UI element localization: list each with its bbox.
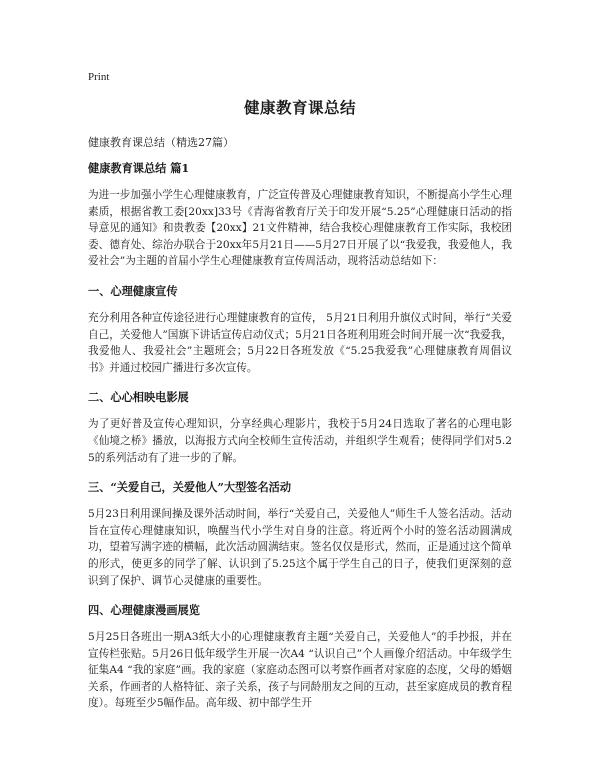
section-paragraph: 充分利用各种宣传途径进行心理健康教育的宣传， 5月21日利用升旗仪式时间，举行“关爱自己，关爱他人”国旗下讲话宣传启动仪式；5月21日各班利用班会时间开展一次“我爱我，我爱他人、我爱社会”主题班会；5月22日各班发放《“5.25我爱我”心理健康教育周倡议书》并通过校园广播进行多次宣传。 <box>88 311 512 374</box>
document-body <box>88 156 512 712</box>
document-subtitle: 健康教育课总结（精选27篇） <box>88 136 234 149</box>
section-paragraph: 5月25日各班出一期A3纸大小的心理健康教育主题“关爱自己，关爱他人”的手抄报，并在宣传栏张贴。5月26日低年级学生开展一次A4 “认识自己”个人画像介绍活动。中年级学生征集A4 “我的家庭”画。我的家庭（家庭动态图可以考察作画者对家庭的态度，父母的婚姻关系，作画者的人格特征、亲子关系，孩子与同龄朋友之间的互动，甚至家庭成员的教育程度）。每班至少5幅作品。高年级、初中部学生开 <box>88 631 512 710</box>
print-link[interactable]: Print <box>88 71 110 83</box>
section-heading: 一、心理健康宣传 <box>88 283 178 298</box>
document-title: 健康教育课总结 <box>243 98 356 117</box>
section-heading: 三、“关爱自己，关爱他人”大型签名活动 <box>88 480 292 495</box>
section-heading: 二、心心相映电影展 <box>88 390 189 405</box>
section-paragraph: 5月23日利用课间操及课外活动时间，举行“关爱自己，关爱他人”师生千人签名活动。活动旨在宣传心理健康知识，唤醒当代小学生对自身的注意。将近两个小时的签名活动圆满成功，望着写满字迹的横幅，此次活动圆满结束。签名仅仅是形式，然而，正是通过这个简单的形式，使更多的同学了解、认识到了5.25这个属于学生自己的日子，使我们更深刻的意识到了保护、调节心灵健康的重要性。 <box>88 508 512 587</box>
article-heading: 健康教育课总结 篇1 <box>88 161 190 175</box>
intro-paragraph: 为进一步加强小学生心理健康教育，广泛宣传普及心理健康教育知识，不断提高小学生心理素质，根据省教工委[20xx]33号《青海省教育厅关于印发开展“5.25”心理健康日活动的指导意见的通知》和贵教委【20xx】21文件精神，结合我校心理健康教育工作实际，我校团委、德育处、综治办联合于20xx年5月21日——5月27日开展了以“我爱我，我爱他人，我爱社会”为主题的首届小学生心理健康教育宣传周活动，现将活动总结如下： <box>88 189 512 268</box>
section-heading: 四、心理健康漫画展览 <box>88 603 200 618</box>
section-paragraph: 为了更好普及宣传心理知识，分享经典心理影片，我校于5月24日选取了著名的心理电影《仙境之桥》播放，以海报方式向全校师生宣传活动，并组织学生观看；使得同学们对5.25的系列活动有了进一步的了解。 <box>88 418 512 464</box>
